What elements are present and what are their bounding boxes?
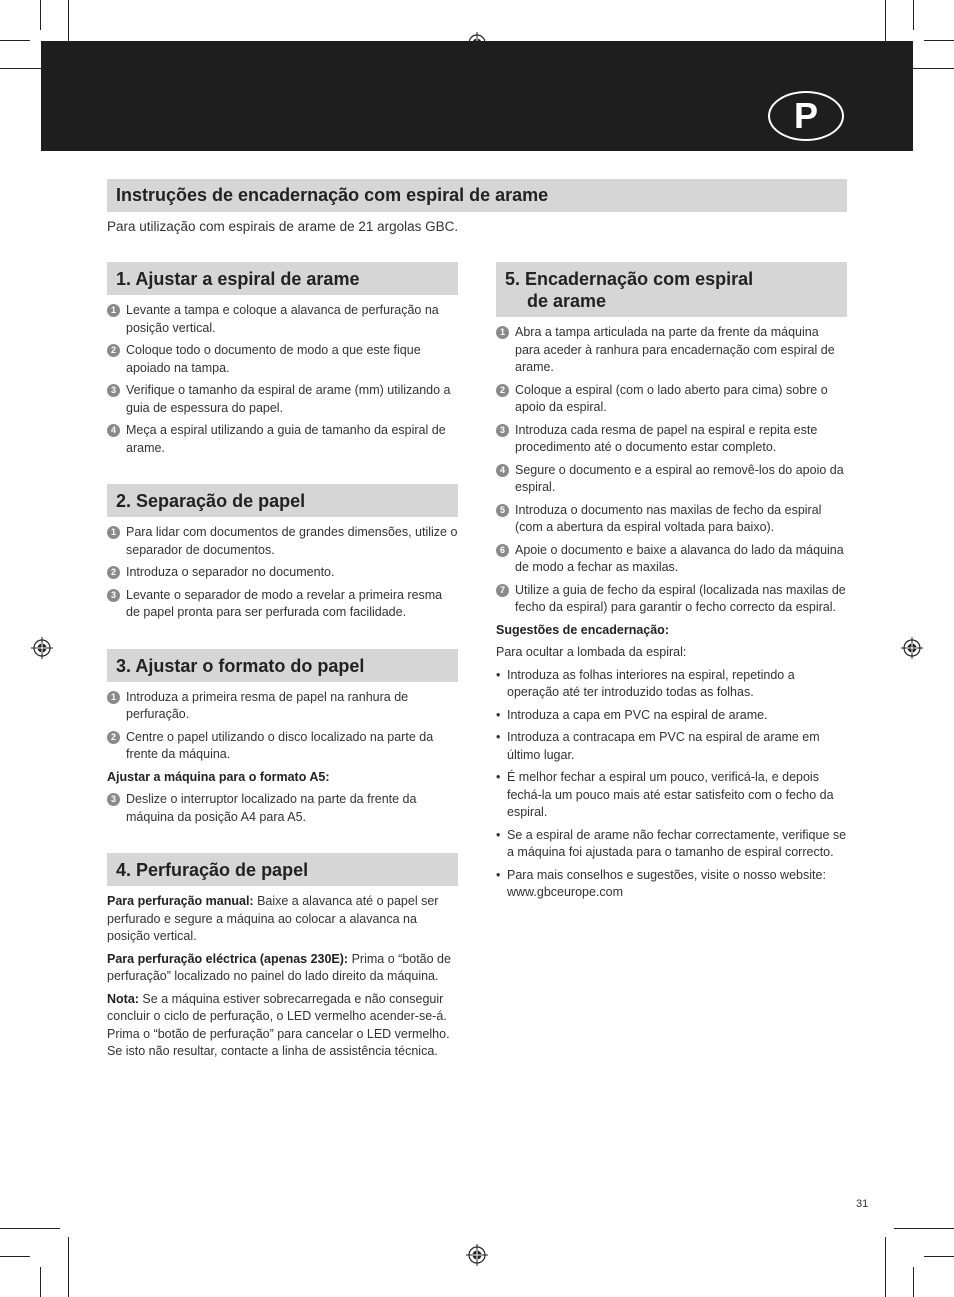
electric-label: Para perfuração eléctrica (apenas 230E):: [107, 951, 349, 966]
crop-mark: [40, 1267, 41, 1297]
crop-mark: [924, 1256, 954, 1257]
step-number: 3: [107, 793, 120, 806]
crop-mark: [0, 40, 30, 41]
step-item: [107, 302, 458, 337]
section-heading: 2. Separação de papel: [107, 484, 458, 517]
step-text: Centre o papel utilizando o disco localizado na parte da frente da máquina.: [126, 729, 434, 761]
step-text: Deslize o interruptor localizado na parte da frente da máquina da posição A4 para A5.: [126, 792, 417, 824]
step-text: Apoie o documento e baixe a alavanca do lado da máquina de modo a fechar as maxilas.: [515, 542, 844, 574]
step-number: 3: [107, 589, 120, 602]
step-text: Coloque todo o documento de modo a que este fique apoiado na tampa.: [126, 343, 421, 375]
page-number: 31: [856, 1198, 869, 1210]
language-badge: P: [768, 91, 844, 141]
subheading: Ajustar a máquina para o formato A5:: [107, 769, 330, 784]
tip-text: É melhor fechar a espiral um pouco, verificá-la, e depois fechá-la um pouco mais até estar satisfeito com o fecho da espiral.: [507, 770, 834, 819]
section-heading: 3. Ajustar o formato do papel: [107, 649, 458, 682]
bullet-icon: •: [496, 867, 501, 882]
step-number: 4: [107, 424, 120, 437]
tip-item: [496, 729, 847, 764]
tip-item: [496, 769, 847, 822]
step-text: Segure o documento e a espiral ao removê-los do apoio da espiral.: [515, 462, 844, 494]
tips-intro: Para ocultar a lombada da espiral:: [496, 645, 687, 659]
page-title: Instruções de encadernação com espiral de arame: [107, 179, 847, 212]
bullet-icon: •: [496, 770, 501, 784]
tip-text: Introduza a capa em PVC na espiral de arame.: [507, 707, 768, 722]
step-number: 3: [107, 384, 120, 397]
tip-item: [496, 867, 847, 902]
crop-mark: [913, 1267, 914, 1297]
tip-text: Introduza as folhas interiores na espiral, repetindo a operação até ter introduzido todas as folhas.: [507, 667, 795, 699]
step-item: [496, 382, 847, 417]
step-text: Coloque a espiral (com o lado aberto para cima) sobre o apoio da espiral.: [515, 382, 828, 414]
step-item: [496, 542, 847, 577]
tip-item: [496, 707, 847, 725]
step-number: 2: [107, 566, 120, 579]
step-number: 2: [107, 344, 120, 357]
registration-mark-icon: [901, 637, 923, 659]
step-number: 2: [496, 384, 509, 397]
crop-mark: [885, 1237, 886, 1297]
tip-item: [496, 827, 847, 862]
step-item: [107, 524, 458, 559]
crop-mark: [40, 0, 41, 30]
step-text: Para lidar com documentos de grandes dimensões, utilize o separador de documentos.: [126, 525, 458, 557]
tip-text: Introduza a contracapa em PVC na espiral de arame em último lugar.: [507, 730, 820, 762]
step-number: 2: [107, 731, 120, 744]
step-item: [496, 502, 847, 537]
note-paragraph: [107, 991, 458, 1061]
tip-item: [496, 667, 847, 702]
crop-mark: [0, 1256, 30, 1257]
step-item: [107, 564, 458, 582]
step-number: 1: [496, 326, 509, 339]
note-text: Se a máquina estiver sobrecarregada e não conseguir concluir o ciclo de perfuração, o LED vermelho acender-se-á. Prima o “botão de perfuração” para cancelar o LED vermelho. Se isto não resultar, contacte a linha de assistência técnica.: [107, 991, 450, 1058]
crop-mark: [894, 1228, 954, 1229]
step-number: 1: [107, 691, 120, 704]
right-column: [496, 262, 847, 907]
crop-mark: [68, 1237, 69, 1297]
registration-mark-icon: [31, 637, 53, 659]
step-text: Abra a tampa articulada na parte da frente da máquina para aceder à ranhura para encadernação com espiral de arame.: [515, 325, 835, 374]
step-item: [107, 342, 458, 377]
step-item: [496, 422, 847, 457]
step-item: [496, 582, 847, 617]
electric-punching-paragraph: [107, 951, 458, 986]
manual-label: Para perfuração manual:: [107, 894, 254, 908]
tip-text: Se a espiral de arame não fechar correctamente, verifique se a máquina foi ajustada para o tamanho de espiral correcto.: [507, 827, 847, 859]
note-label: Nota:: [107, 991, 139, 1006]
step-text: Verifique o tamanho da espiral de arame (mm) utilizando a guia de espessura do papel.: [126, 383, 451, 415]
manual-text: Baixe a alavanca até o papel ser perfurado e segure a máquina ao colocar a alavanca na posição vertical.: [107, 894, 439, 943]
step-number: 7: [496, 584, 509, 597]
intro-text: Para utilização com espirais de arame de 21 argolas GBC.: [107, 219, 459, 234]
crop-mark: [0, 1228, 60, 1229]
left-column: [107, 262, 458, 1066]
step-item: [107, 689, 458, 724]
bullet-icon: •: [496, 667, 501, 682]
manual-punching-paragraph: [107, 893, 458, 946]
bullet-icon: •: [496, 827, 501, 842]
step-number: 3: [496, 424, 509, 437]
step-item: [107, 791, 458, 826]
step-number: 1: [107, 526, 120, 539]
step-item: [107, 382, 458, 417]
step-text: Levante o separador de modo a revelar a primeira resma de papel pronta para ser perfurada com facilidade.: [126, 587, 443, 619]
section-heading: 4. Perfuração de papel: [107, 853, 458, 886]
step-number: 1: [107, 304, 120, 317]
step-text: Introduza a primeira resma de papel na ranhura de perfuração.: [126, 689, 409, 721]
section-heading: 1. Ajustar a espiral de arame: [107, 262, 458, 295]
step-text: Levante a tampa e coloque a alavanca de perfuração na posição vertical.: [126, 303, 439, 335]
bullet-icon: •: [496, 707, 501, 722]
tips-heading: Sugestões de encadernação:: [496, 622, 669, 637]
tip-text: Para mais conselhos e sugestões, visite o nosso website: www.gbceurope.com: [507, 867, 826, 899]
crop-mark: [924, 40, 954, 41]
registration-mark-icon: [466, 1244, 488, 1266]
step-item: [107, 587, 458, 622]
electric-text: Prima o “botão de perfuração” localizado no painel do lado direito da máquina.: [107, 951, 451, 983]
step-text: Introduza o separador no documento.: [126, 565, 335, 579]
step-text: Introduza cada resma de papel na espiral e repita este procedimento até o documento estar completo.: [515, 422, 818, 454]
step-text: Introduza o documento nas maxilas de fecho da espiral (com a abertura da espiral voltada para baixo).: [515, 502, 822, 534]
step-item: [107, 422, 458, 457]
step-number: 6: [496, 544, 509, 557]
step-text: Utilize a guia de fecho da espiral (localizada nas maxilas de fecho da espiral) para garantir o fecho correcto da espiral.: [515, 582, 846, 614]
step-number: 5: [496, 504, 509, 517]
section-heading: [496, 262, 847, 317]
step-item: [496, 462, 847, 497]
step-number: 4: [496, 464, 509, 477]
step-item: [496, 324, 847, 377]
step-text: Meça a espiral utilizando a guia de tamanho da espiral de arame.: [126, 423, 446, 455]
section-heading-line1: 5. Encadernação com espiral: [505, 269, 754, 289]
crop-mark: [913, 0, 914, 30]
section-heading-line2: de arame: [527, 291, 607, 311]
step-item: [107, 729, 458, 764]
bullet-icon: •: [496, 730, 501, 744]
